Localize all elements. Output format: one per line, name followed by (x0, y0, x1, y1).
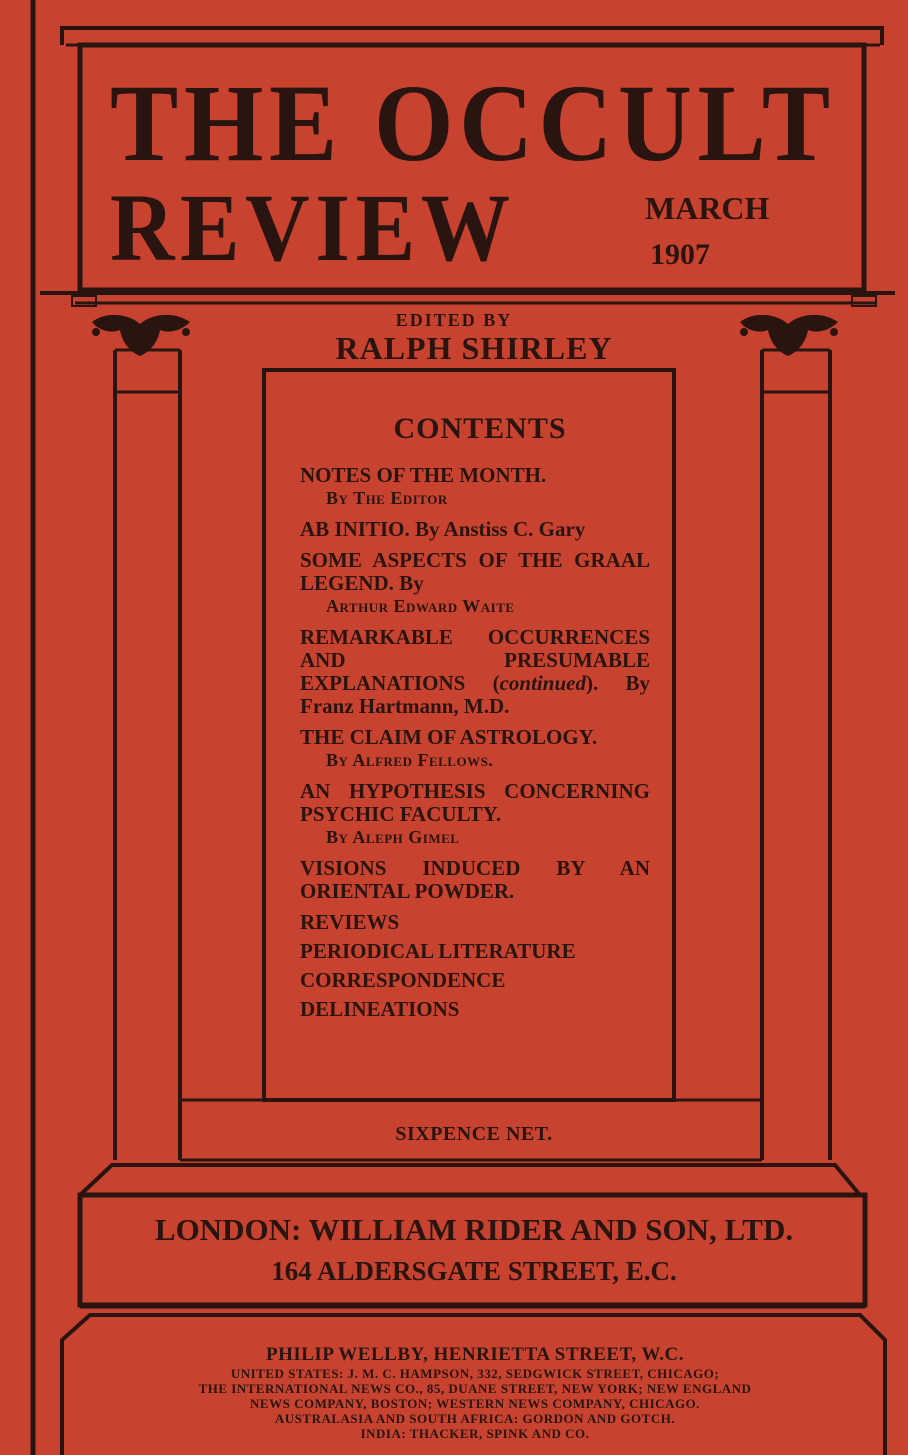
toc-item-ab-initio: AB INITIO. By Anstiss C. Gary (300, 517, 586, 541)
contents-panel (300, 412, 650, 1027)
issue-month: MARCH (645, 190, 770, 226)
toc-item-periodical-literature: PERIODICAL LITERATURE (300, 939, 576, 963)
magazine-title-line-2: REVIEW (110, 174, 516, 281)
edited-by-label: EDITED BY (395, 310, 513, 330)
toc-item-graal-legend: SOME ASPECTS OF THE GRAAL LEGEND. By Arthur Edward Waite (300, 548, 650, 616)
magazine-title-line-1: THE OCCULT (110, 62, 836, 184)
agent-line: NEWS COMPANY, BOSTON; WESTERN NEWS COMPANY, CHICAGO. (250, 1396, 700, 1411)
issue-year: 1907 (650, 238, 710, 271)
toc-item-astrology: THE CLAIM OF ASTROLOGY. By Alfred Fellows. (300, 725, 598, 770)
toc-item-visions: VISIONS INDUCED BY AN ORIENTAL POWDER. (300, 856, 650, 903)
agent-line: UNITED STATES: J. M. C. HAMPSON, 332, SEDGWICK STREET, CHICAGO; (230, 1366, 720, 1381)
toc-item-reviews: REVIEWS (300, 910, 400, 934)
toc-item-remarkable-occurrences: REMARKABLE OCCURRENCES AND PRESUMABLE EXPLANATIONS (continued). By Franz Hartmann, M.D. (300, 625, 650, 718)
publisher-name: LONDON: WILLIAM RIDER AND SON, LTD. (154, 1212, 794, 1247)
agent-line: INDIA: THACKER, SPINK AND CO. (360, 1426, 590, 1441)
toc-item-hypothesis: AN HYPOTHESIS CONCERNING PSYCHIC FACULTY. By Aleph Gimel (300, 779, 650, 847)
toc-item-notes: NOTES OF THE MONTH. By The Editor (300, 463, 547, 508)
toc-item-correspondence: CORRESPONDENCE (300, 968, 506, 992)
contents-heading: CONTENTS (393, 412, 567, 445)
agent-line: AUSTRALASIA AND SOUTH AFRICA: GORDON AND GOTCH. (274, 1411, 676, 1426)
agents-block (60, 1344, 890, 1441)
agent-line: THE INTERNATIONAL NEWS CO., 85, DUANE STREET, NEW YORK; NEW ENGLAND (198, 1381, 752, 1396)
agent-main: PHILIP WELLBY, HENRIETTA STREET, W.C. (265, 1344, 684, 1365)
editor-name: RALPH SHIRLEY (335, 330, 613, 366)
toc-item-delineations: DELINEATIONS (300, 997, 460, 1021)
price-label: SIXPENCE NET. (395, 1123, 553, 1145)
publisher-address: 164 ALDERSGATE STREET, E.C. (271, 1256, 677, 1286)
